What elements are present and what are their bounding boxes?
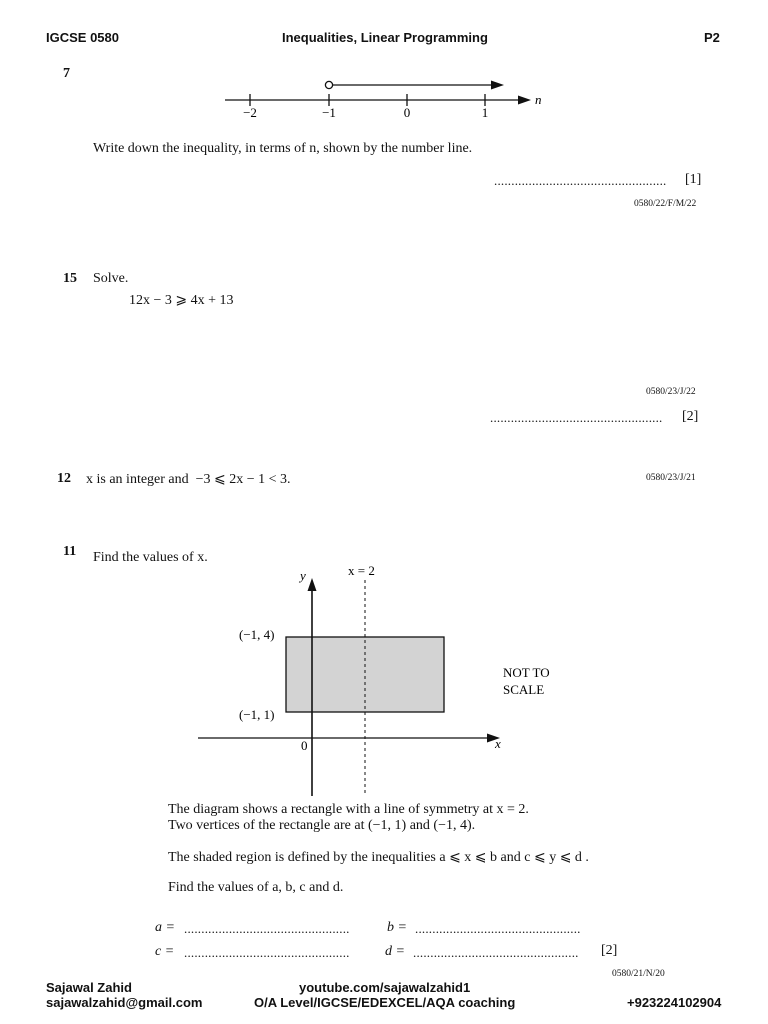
question-15-expression: 12x − 3 ⩾ 4x + 13 (129, 293, 234, 308)
not-to-scale-line2: SCALE (503, 682, 545, 697)
answer-c-line[interactable]: ................................................ (184, 945, 350, 960)
footer-email[interactable]: sajawalzahid@gmail.com (46, 995, 203, 1010)
header-topic: Inequalities, Linear Programming (282, 30, 488, 45)
question-15-label: Solve. (93, 271, 129, 286)
answer-a-line[interactable]: ................................................ (184, 921, 350, 936)
question-11-description-1: The diagram shows a rectangle with a line of symmetry at x = 2. (168, 802, 529, 817)
rectangle-diagram (190, 560, 570, 800)
question-7-answer-line[interactable]: .................................................. (494, 173, 667, 188)
question-12-text: x is an integer and −3 ⩽ 2x − 1 < 3. (86, 472, 291, 487)
footer-youtube[interactable]: youtube.com/sajawalzahid1 (299, 980, 471, 995)
footer-coaching: O/A Level/IGCSE/EDEXCEL/AQA coaching (254, 995, 516, 1010)
tick-label-1: 1 (481, 105, 489, 120)
question-11-description-2: Two vertices of the rectangle are at (−1, 1) and (−1, 4). (168, 818, 476, 833)
question-11-description-4: Find the values of a, b, c and d. (168, 880, 344, 895)
footer-name: Sajawal Zahid (46, 980, 132, 995)
answer-d-line[interactable]: ................................................ (413, 945, 579, 960)
not-to-scale-line1: NOT TO (503, 665, 550, 680)
number-line-variable: n (535, 92, 542, 107)
question-15-number: 15 (63, 271, 77, 286)
vertex-top-label: (−1, 4) (239, 627, 275, 642)
answer-a-label: a = (155, 920, 175, 935)
x-axis-label: x (495, 736, 501, 751)
number-line-arrowhead (518, 96, 531, 105)
solution-ray-arrowhead (491, 81, 504, 90)
question-15-answer-line[interactable]: .................................................. (490, 410, 663, 425)
open-circle (325, 81, 332, 88)
number-line (220, 74, 550, 122)
question-11-description-3: The shaded region is defined by the inequalities a ⩽ x ⩽ b and c ⩽ y ⩽ d . (168, 850, 589, 865)
vertex-bottom-label: (−1, 1) (239, 707, 275, 722)
question-7-number: 7 (63, 66, 70, 81)
y-axis-label: y (300, 568, 306, 583)
header-course: IGCSE 0580 (46, 30, 119, 45)
question-15-marks: [2] (682, 409, 699, 424)
question-12-number: 12 (57, 471, 71, 486)
question-11-marks: [2] (601, 943, 618, 958)
answer-c-label: c = (155, 944, 175, 959)
tick-label-0: 0 (403, 105, 411, 120)
question-7-marks: [1] (685, 172, 702, 187)
question-11-reference: 0580/21/N/20 (612, 969, 665, 979)
header-paper: P2 (704, 30, 720, 45)
y-axis-arrowhead (308, 578, 317, 591)
question-11-label: Find the values of x. (93, 550, 208, 565)
footer-phone: +923224102904 (627, 995, 722, 1010)
symmetry-line-label: x = 2 (348, 563, 375, 578)
answer-d-label: d = (385, 944, 405, 959)
question-12-reference: 0580/23/J/21 (646, 473, 696, 483)
question-7-text: Write down the inequality, in terms of n, shown by the number line. (93, 141, 473, 156)
tick-label-minus-1: −1 (322, 105, 336, 120)
question-15-reference: 0580/23/J/22 (646, 387, 696, 397)
origin-label: 0 (301, 738, 308, 753)
tick-label-minus-2: −2 (243, 105, 257, 120)
answer-b-label: b = (387, 920, 407, 935)
question-11-number: 11 (63, 544, 77, 559)
question-7-reference: 0580/22/F/M/22 (634, 199, 697, 209)
answer-b-line[interactable]: ................................................ (415, 921, 581, 936)
